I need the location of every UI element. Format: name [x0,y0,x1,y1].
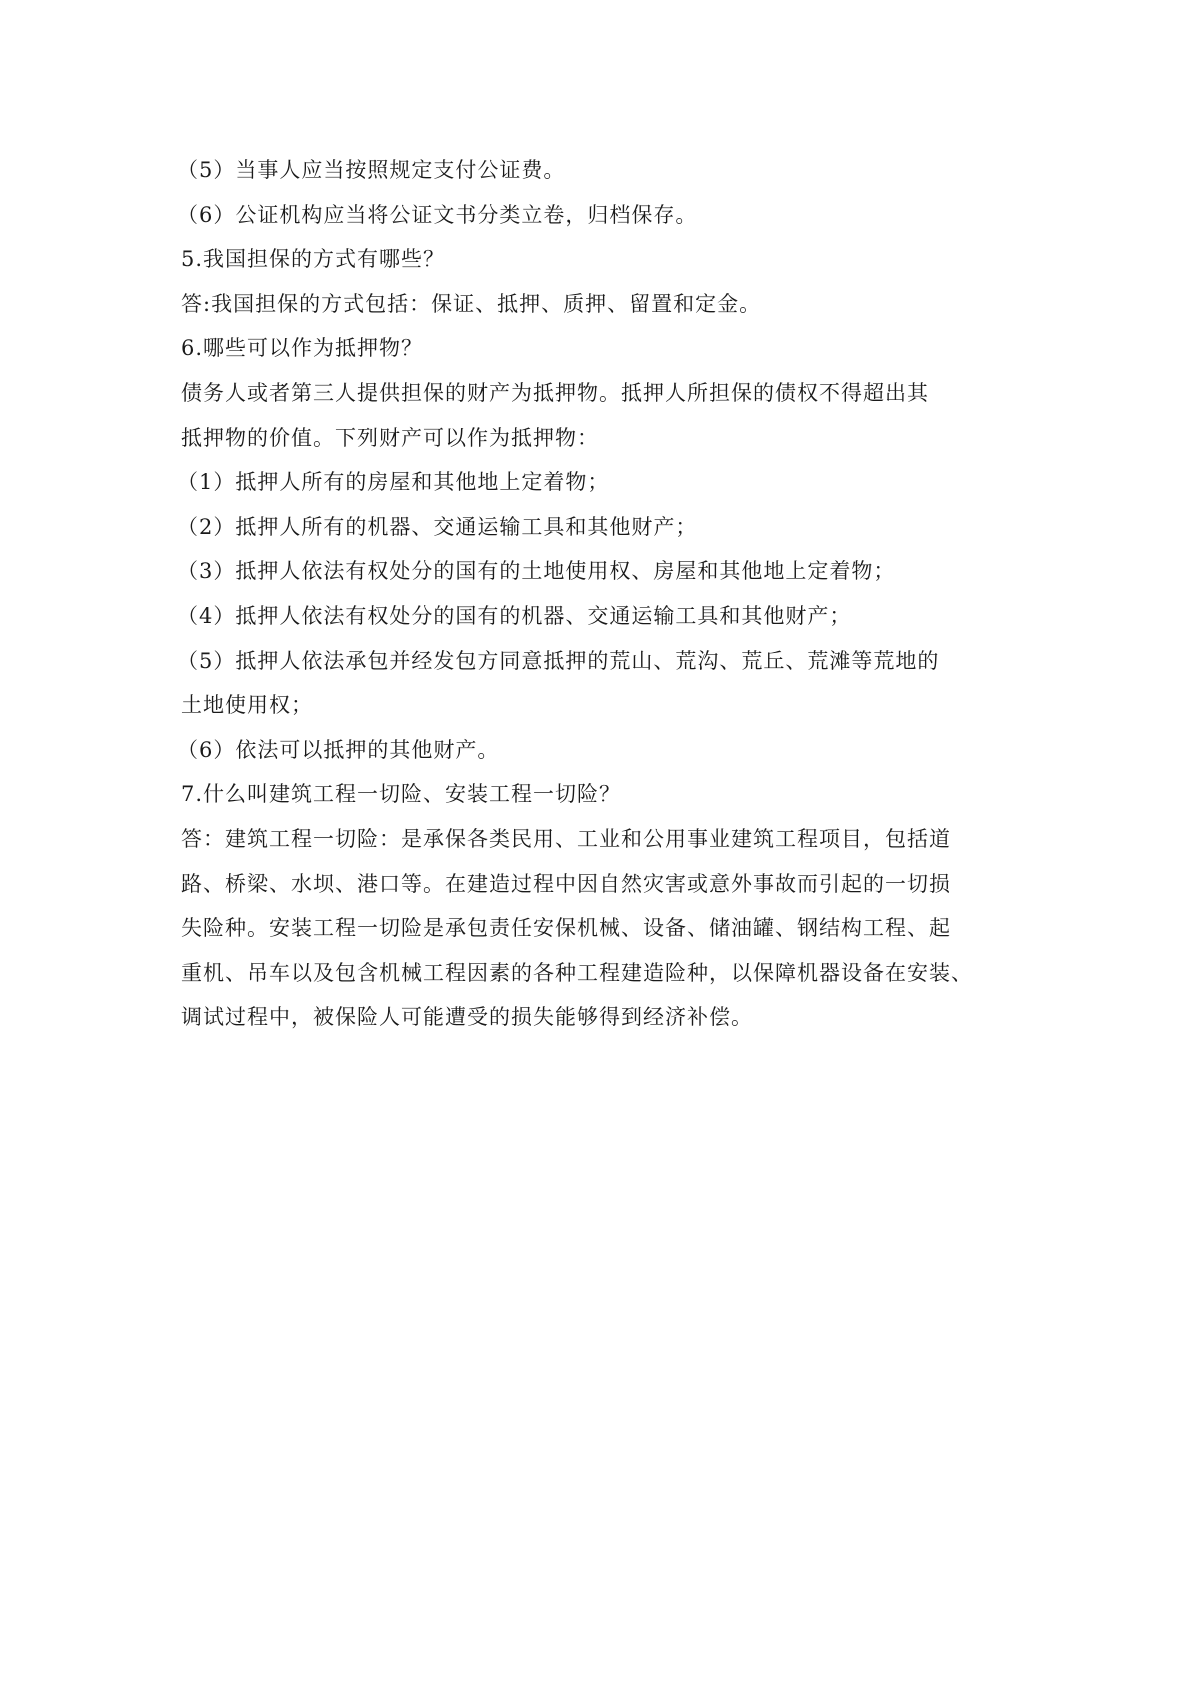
collateral-item-5: （5）抵押人依法承包并经发包方同意抵押的荒山、荒沟、荒丘、荒滩等荒地的 [177,648,940,673]
answer-5: 答:我国担保的方式包括：保证、抵押、质押、留置和定金。 [181,291,762,316]
answer-7-paragraph-line: 路、桥梁、水坝、港口等。在建造过程中因自然灾害或意外事故而引起的一切损 [181,871,951,896]
collateral-item-5-continued: 土地使用权； [181,693,313,718]
answer-6-paragraph-line: 债务人或者第三人提供担保的财产为抵押物。抵押人所担保的债权不得超出其 [181,380,929,405]
question-5-heading: 5.我国担保的方式有哪些？ [181,247,446,272]
notary-item-6: （6）公证机构应当将公证文书分类立卷，归档保存。 [177,202,698,227]
question-6-heading: 6.哪些可以作为抵押物？ [181,336,424,361]
collateral-item-2: （2）抵押人所有的机器、交通运输工具和其他财产； [177,514,698,539]
notary-item-5: （5）当事人应当按照规定支付公证费。 [177,158,566,182]
collateral-item-4: （4）抵押人依法有权处分的国有的机器、交通运输工具和其他财产； [177,603,852,628]
answer-7-paragraph-line: 重机、吊车以及包含机械工程因素的各种工程建造险种，以保障机器设备在安装、 [181,960,973,985]
collateral-item-6: （6）依法可以抵押的其他财产。 [177,737,500,762]
document-body [177,148,1021,1040]
answer-6-paragraph-line: 抵押物的价值。下列财产可以作为抵押物： [181,425,599,450]
answer-7-paragraph-line: 调试过程中，被保险人可能遭受的损失能够得到经济补偿。 [181,1005,753,1030]
answer-7-paragraph-line: 失险种。安装工程一切险是承包责任安保机械、设备、储油罐、钢结构工程、起 [181,916,951,941]
collateral-item-3: （3）抵押人依法有权处分的国有的土地使用权、房屋和其他地上定着物； [177,559,896,584]
answer-7-paragraph-line: 答：建筑工程一切险：是承保各类民用、工业和公用事业建筑工程项目，包括道 [181,826,951,851]
collateral-item-1: （1）抵押人所有的房屋和其他地上定着物； [177,470,610,495]
question-7-heading: 7.什么叫建筑工程一切险、安装工程一切险？ [181,782,622,807]
